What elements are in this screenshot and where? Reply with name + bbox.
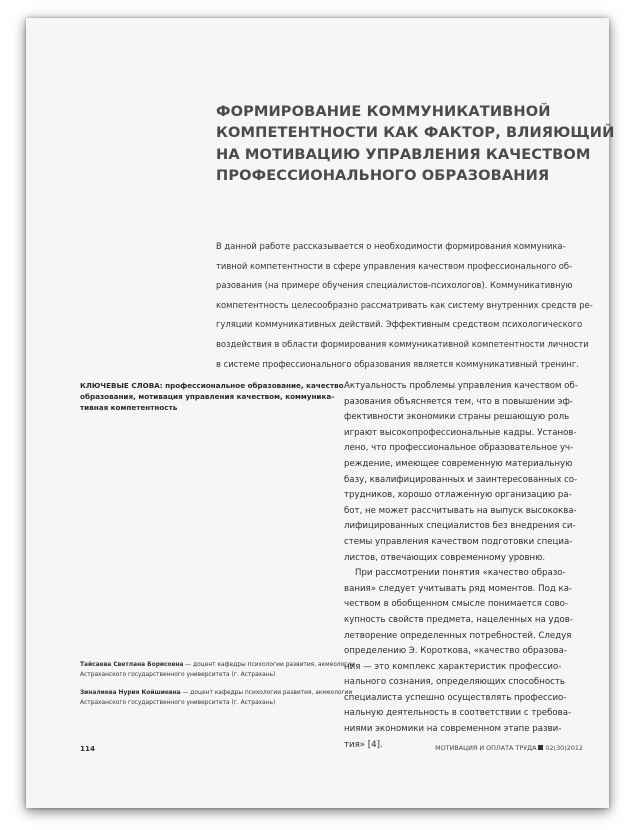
body-line: фективности экономики страны решающую роль: [344, 412, 570, 423]
journal-issue: 02(30)2012: [545, 744, 583, 752]
author-position: — доцент кафедры психологии развития, акмеологии: [180, 690, 353, 696]
author-name: Зиналиева Нурия Койшиевна: [80, 690, 181, 696]
abstract-line: тивной компетентности в сфере управления качеством профессионального об-: [216, 260, 573, 271]
body-line: ниями экономики на современном этапе разви-: [344, 724, 562, 735]
body-line: ния — это комплекс характеристик профессио-: [344, 661, 562, 672]
body-line: вания» следует учитывать ряд моментов. Под ка-: [344, 583, 573, 594]
article-title: [216, 101, 615, 187]
keywords-block: [80, 380, 344, 414]
body-line: базу, квалифицированных и заинтересованных со-: [344, 474, 578, 485]
keywords-label: КЛЮЧЕВЫЕ СЛОВА:: [80, 381, 163, 390]
document-page: [26, 18, 615, 808]
body-line: трудников, хорошо отлаженную организацию ра-: [344, 490, 572, 501]
author-position: — доцент кафедры психологии развития, акмеологии: [183, 662, 355, 668]
body-line: чеством в обобщенном смысле понимается сово-: [344, 599, 569, 610]
body-line: специалиста успешно осуществлять профессио-: [344, 692, 567, 703]
body-line: При рассмотрении понятия «качество образо-: [355, 568, 566, 579]
abstract-line: гуляции коммуникативных действий. Эффективным средством психологического: [216, 319, 583, 330]
body-line: играют высокопрофессиональные кадры. Установ-: [344, 427, 577, 438]
keywords-line: [80, 391, 335, 402]
page-number: 114: [80, 744, 96, 753]
body-line: нальную деятельность в соответствии с требова-: [344, 708, 572, 719]
title-line: ФОРМИРОВАНИЕ КОММУНИКАТИВНОЙ: [216, 103, 551, 120]
body-line: стемы управления качеством подготовки специа-: [344, 536, 573, 547]
keywords-text: тивная компетентность: [80, 403, 178, 413]
title-line: ПРОФЕССИОНАЛЬНОГО ОБРАЗОВАНИЯ: [216, 167, 550, 185]
author-info: [80, 660, 355, 680]
body-line: летворение определенных потребностей. Следуя: [344, 630, 572, 641]
abstract: [216, 237, 593, 374]
title-line: КОМПЕТЕНТНОСТИ КАК ФАКТОР, ВЛИЯЮЩИЙ: [216, 124, 615, 142]
author-affiliation: Астраханского государственного университета (г. Астрахань): [80, 672, 276, 679]
body-line: лено, что профессиональное образовательное уч-: [344, 443, 574, 454]
author-name: Тайсаева Светлана Борисовна: [80, 662, 184, 668]
keywords-line: [80, 380, 344, 391]
body-line: определению Э. Короткова, «качество образова-: [344, 646, 567, 657]
body-text-column: [344, 379, 606, 753]
abstract-line: в системе профессионального образования является коммуникативный тренинг.: [216, 358, 579, 369]
author-line: [80, 660, 355, 670]
abstract-line: воздействия в области формирования коммуникативной компетентности личности: [216, 338, 589, 349]
keywords-line: [80, 402, 328, 413]
author-affiliation: Астраханского государственного университета (г. Астрахань): [80, 700, 276, 707]
body-line: лифицированных специалистов без внедрения си-: [344, 521, 576, 532]
abstract-line: компетентность целесообразно рассматривать как систему внутренних средств ре-: [216, 299, 593, 310]
body-line: тия» [4].: [344, 739, 383, 750]
author-info: [80, 688, 353, 708]
abstract-line: В данной работе рассказывается о необходимости формирования коммуника-: [216, 241, 566, 251]
journal-name: МОТИВАЦИЯ И ОПЛАТА ТРУДА: [435, 744, 537, 752]
keywords-text: профессиональное образование, качество: [162, 381, 344, 390]
abstract-line: разования (на примере обучения специалистов-психологов). Коммуникативную: [216, 280, 573, 291]
body-line: нального сознания, определяющих способность: [344, 677, 565, 688]
body-line: разования объясняется тем, что в повышении эф-: [344, 396, 573, 407]
body-line: Актуальность проблемы управления качеством об-: [344, 381, 578, 391]
body-line: листов, отвечающих современному уровню.: [344, 552, 546, 563]
body-line: реждение, имеющее современную материальную: [344, 458, 573, 469]
body-line: бот, не может рассчитывать на выпуск высококва-: [344, 505, 577, 516]
body-line: купность свойств предмета, нацеленных на удов-: [344, 614, 573, 625]
journal-footer: [435, 744, 583, 752]
author-line: [80, 688, 353, 698]
keywords-text: образования, мотивация управления качеством, коммуника-: [80, 392, 335, 402]
square-bullet-icon: [538, 745, 543, 750]
title-line: НА МОТИВАЦИЮ УПРАВЛЕНИЯ КАЧЕСТВОМ: [216, 145, 591, 163]
